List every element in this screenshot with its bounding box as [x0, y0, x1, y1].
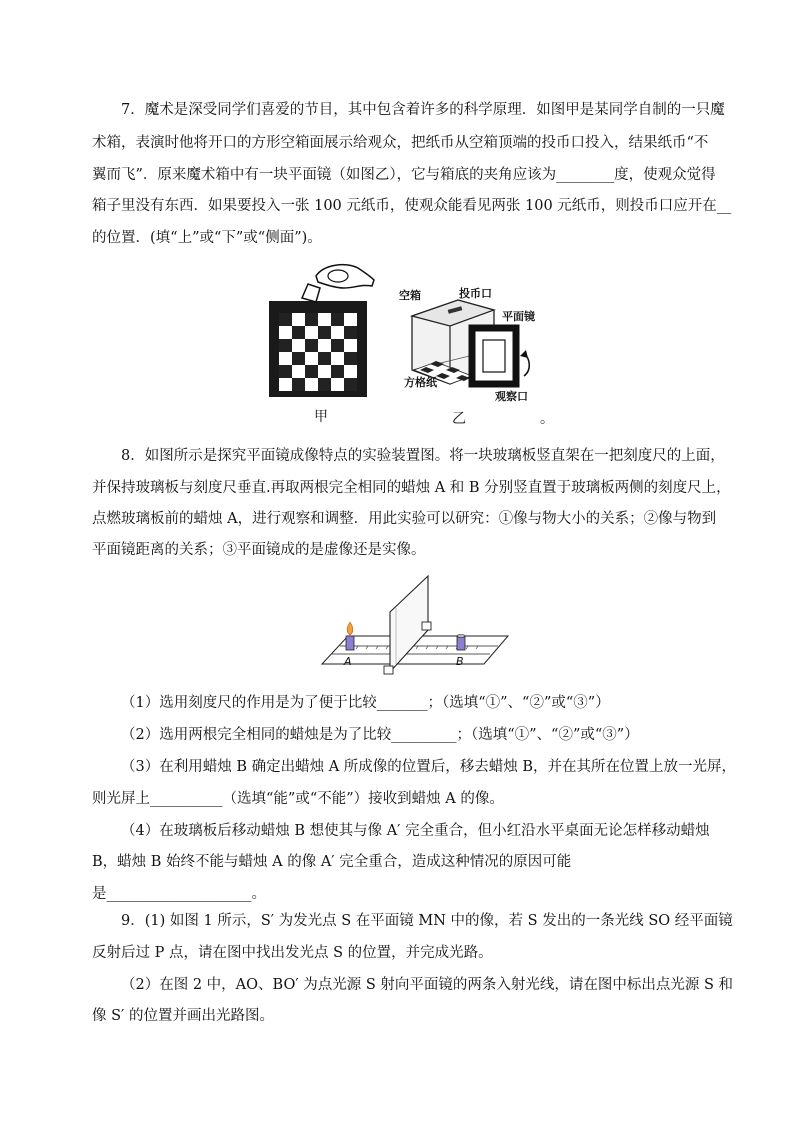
fig-label-grid-paper: 方格纸 — [404, 376, 437, 389]
fig-trailing-mark: 。 — [540, 411, 554, 427]
q8-sub-2: （2）选用两根完全相同的蜡烛是为了比较_________；（选填“①”、“②”或“③”） — [121, 727, 639, 743]
fig-label-yi: 乙 — [452, 411, 466, 427]
q8-sub-4-answer: 是____________________。 — [92, 886, 266, 902]
q7-line-5: 的位置．(填“上”或“下”或“侧面”)。 — [92, 230, 322, 246]
q8-sub-3-cont: 则光屏上__________（选填“能”或“不能”）接收到蜡烛 A 的像。 — [92, 791, 504, 807]
q9-line-4: 像 S′ 的位置并画出光路图。 — [92, 1008, 274, 1024]
mirror-experiment-figure — [318, 572, 513, 682]
fig-label-jia: 甲 — [314, 409, 328, 425]
q7-line-3: 翼而飞”．原来魔术箱中有一块平面镜（如图乙），它与箱底的夹角应该为________度，使观众觉得 — [92, 167, 716, 183]
q8-sub-3: （3）在利用蜡烛 B 确定出蜡烛 A 所成像的位置后，移去蜡烛 B，并在其所在位置上放一光屏， — [121, 759, 737, 775]
q8-line-3: 点燃玻璃板前的蜡烛 A，进行观察和调整．用此实验可以研究：①像与物大小的关系；②像与物到 — [92, 511, 717, 527]
fig-label-mirror: 平面镜 — [502, 310, 535, 323]
fig-label-empty-box: 空箱 — [399, 289, 421, 302]
q8-line-1: 8．如图所示是探究平面镜成像特点的实验装置图。将一块玻璃板竖直架在一把刻度尺的上面， — [121, 448, 725, 464]
q8-line-4: 平面镜距离的关系；③平面镜成的是虚像还是实像。 — [92, 542, 426, 558]
q7-line-1: 7．魔术是深受同学们喜爱的节目，其中包含着许多的科学原理．如图甲是某同学自制的一只魔 — [121, 102, 725, 118]
q7-line-2: 术箱，表演时他将开口的方形空箱面展示给观众，把纸币从空箱顶端的投币口投入，结果纸币“不 — [92, 135, 709, 151]
fig-label-window: 观察口 — [495, 390, 528, 403]
box-jia-drawing — [269, 265, 374, 397]
fig-label-candle-a: A — [344, 655, 352, 668]
q9-line-2: 反射后过 P 点，请在图中找出发光点 S 的位置，并完成光路。 — [92, 945, 493, 961]
q9-line-3: （2）在图 2 中，AO、BO′ 为点光源 S 射向平面镜的两条入射光线，请在图中标出点光源 S 和 — [121, 977, 734, 993]
q8-line-2: 并保持玻璃板与刻度尺垂直.再取两根完全相同的蜡烛 A 和 B 分别竖直置于玻璃板两侧的刻度尺上， — [92, 480, 731, 496]
magic-box-figure — [262, 258, 562, 428]
q8-sub-1: （1）选用刻度尺的作用是为了便于比较_______；（选填“①”、“②”或“③”） — [121, 695, 610, 711]
fig-label-coin-slot: 投币口 — [459, 287, 492, 300]
q9-line-1: 9．(1) 如图 1 所示，S′ 为发光点 S 在平面镜 MN 中的像，若 S 发出的一条光线 SO 经平面镜 — [121, 913, 733, 929]
q8-sub-4: （4）在玻璃板后移动蜡烛 B 想使其与像 A′ 完全重合，但小红沿水平桌面无论怎样移动蜡烛 — [121, 823, 710, 839]
q7-line-4: 箱子里没有东西．如果要投入一张 100 元纸币，使观众能看见两张 100 元纸币，则投币口应开在__ — [92, 198, 732, 214]
q8-sub-4-cont: B，蜡烛 B 始终不能与蜡烛 A 的像 A′ 完全重合，造成这种情况的原因可能 — [92, 854, 572, 870]
fig-label-candle-b: B — [456, 655, 464, 668]
